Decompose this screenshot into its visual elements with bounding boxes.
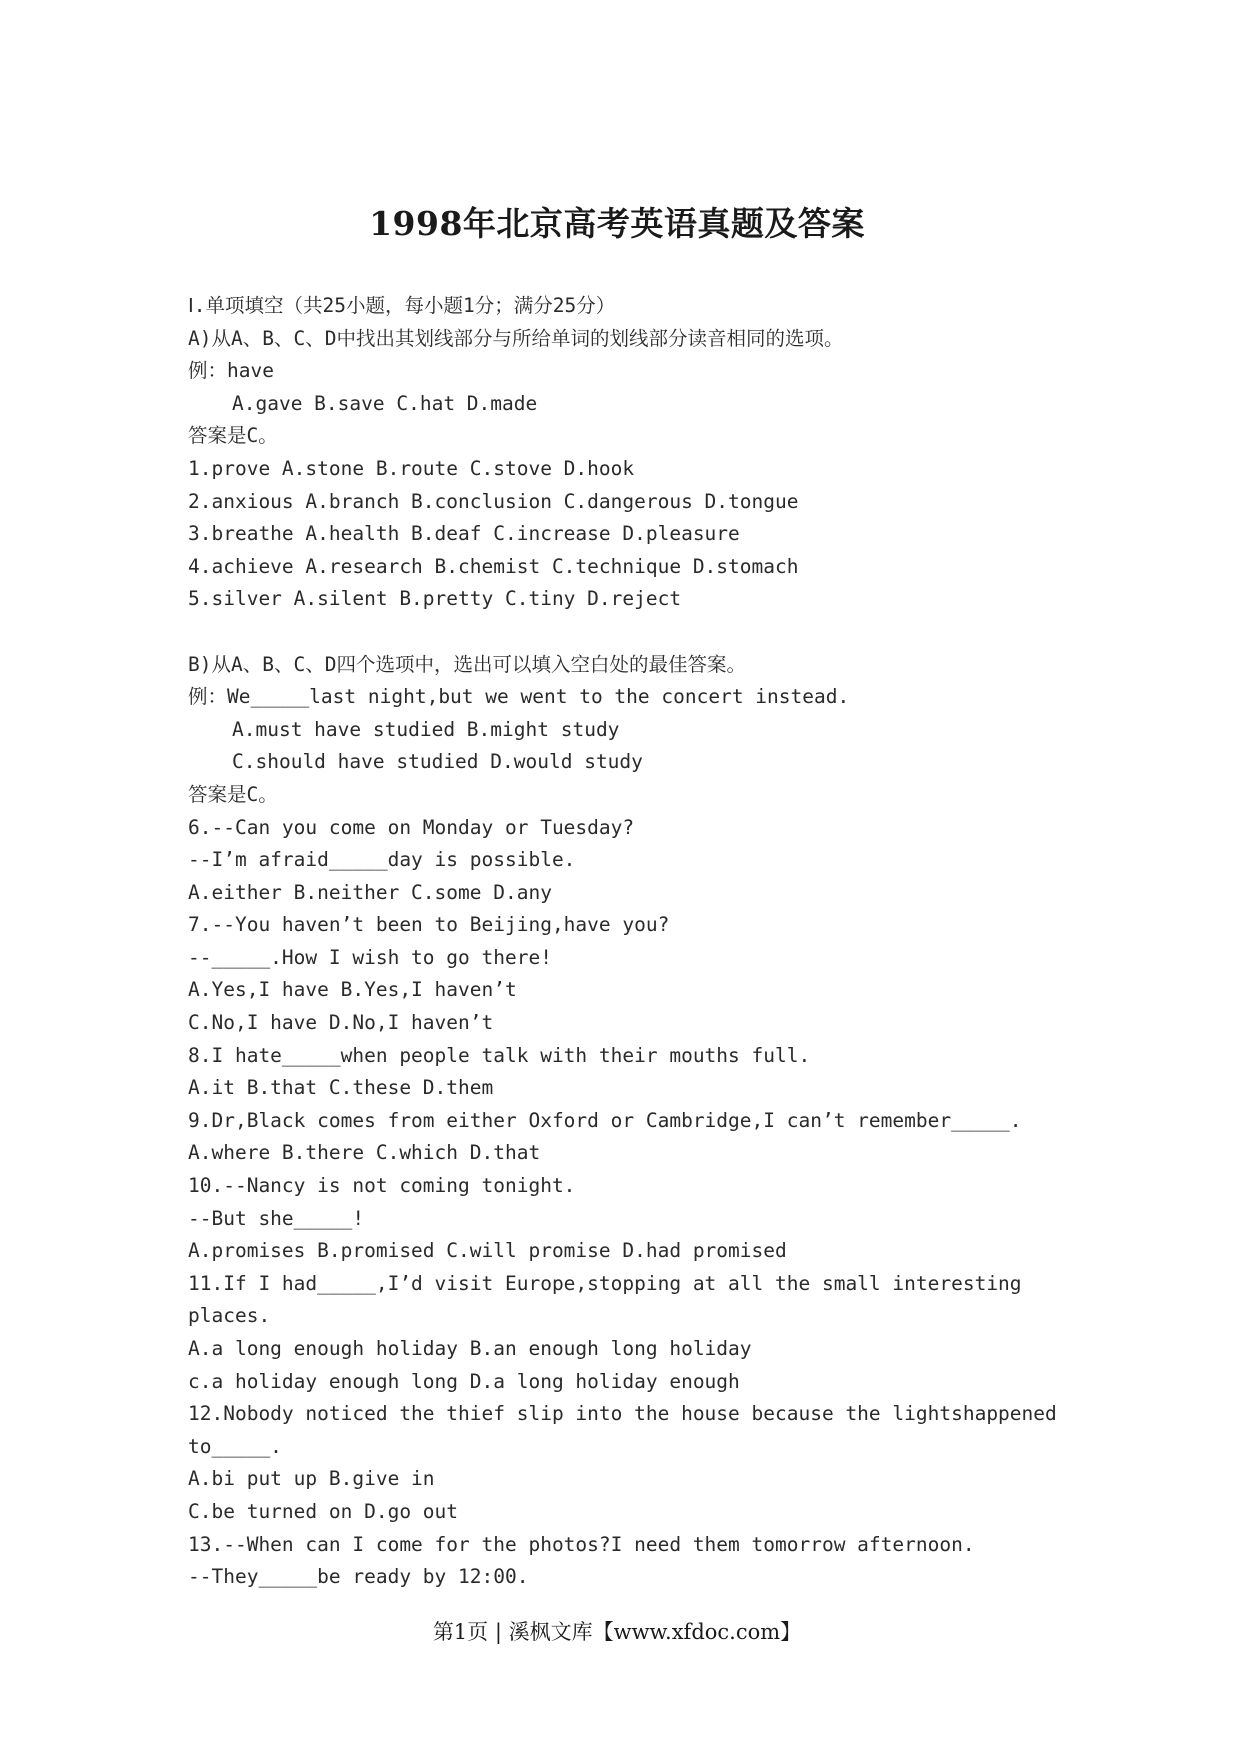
text-line: C.should have studied D.would study: [232, 750, 643, 774]
text-line: C.No,I have D.No,I haven’t: [188, 1011, 494, 1035]
text-line: A.where B.there C.which D.that: [188, 1141, 541, 1165]
text-line: 11.If I had_____,I’d visit Europe,stopping at all the small interesting: [188, 1271, 1022, 1295]
text-line: 9.Dr,Black comes from either Oxford or Cambridge,I can’t remember_____.: [188, 1108, 1022, 1132]
text-line: places.: [188, 1304, 271, 1328]
text-line: 1.prove A.stone B.route C.stove D.hook: [188, 456, 635, 480]
text-line: c.a holiday enough long D.a long holiday enough: [188, 1369, 740, 1393]
page-footer: 第1页 | 溪枫文库【www.xfdoc.com】: [432, 1620, 802, 1644]
text-line: A.bi put up B.give in: [188, 1467, 435, 1491]
text-line: A.must have studied B.might study: [232, 717, 620, 741]
text-line: 4.achieve A.research B.chemist C.technique D.stomach: [188, 554, 799, 578]
text-line: 7.--You haven’t been to Beijing,have you?: [188, 913, 670, 937]
text-line: A.promises B.promised C.will promise D.had promised: [188, 1239, 787, 1263]
text-line: A.gave B.save C.hat D.made: [232, 391, 538, 415]
text-line: 答案是C。: [188, 424, 278, 448]
text-line: 例：have: [188, 359, 274, 383]
page-title: 1998年北京高考英语真题及答案: [369, 204, 865, 243]
text-line: A.a long enough holiday B.an enough long holiday: [188, 1337, 752, 1360]
text-line: --But she_____!: [188, 1206, 365, 1230]
text-line: --I’m afraid_____day is possible.: [188, 848, 576, 872]
text-line: 6.--Can you come on Monday or Tuesday?: [188, 815, 635, 839]
text-line: 12.Nobody noticed the thief slip into the house because the lightshappened: [188, 1402, 1057, 1426]
blank-line: [188, 616, 1058, 649]
text-line: A.it B.that C.these D.them: [188, 1076, 494, 1100]
text-line: A)从A、B、C、D中找出其划线部分与所给单词的划线部分读音相同的选项。: [188, 326, 844, 350]
text-line: to_____.: [188, 1434, 282, 1458]
text-line: --They_____be ready by 12:00.: [188, 1565, 529, 1589]
text-line: A.either B.neither C.some D.any: [188, 880, 552, 904]
text-line: 3.breathe A.health B.deaf C.increase D.pleasure: [188, 522, 740, 546]
text-line: A.Yes,I have B.Yes,I haven’t: [188, 978, 517, 1002]
text-line: C.be turned on D.go out: [188, 1499, 459, 1523]
text-line: B)从A、B、C、D四个选项中，选出可以填入空白处的最佳答案。: [188, 652, 746, 676]
text-line: 2.anxious A.branch B.conclusion C.dangerous D.tongue: [188, 489, 799, 513]
text-line: --_____.How I wish to go there!: [188, 945, 552, 969]
text-line: Ⅰ.单项填空（共25小题，每小题1分；满分25分）: [188, 294, 616, 317]
document-body: [188, 290, 1058, 1594]
text-line: 例：We_____last night,but we went to the concert instead.: [188, 685, 850, 709]
text-line: 8.I hate_____when people talk with their mouths full.: [188, 1043, 811, 1067]
text-line: 5.silver A.silent B.pretty C.tiny D.reject: [188, 587, 682, 611]
text-line: 答案是C。: [188, 782, 278, 806]
text-line: 10.--Nancy is not coming tonight.: [188, 1174, 576, 1198]
text-line: 13.--When can I come for the photos?I need them tomorrow afternoon.: [188, 1532, 975, 1556]
